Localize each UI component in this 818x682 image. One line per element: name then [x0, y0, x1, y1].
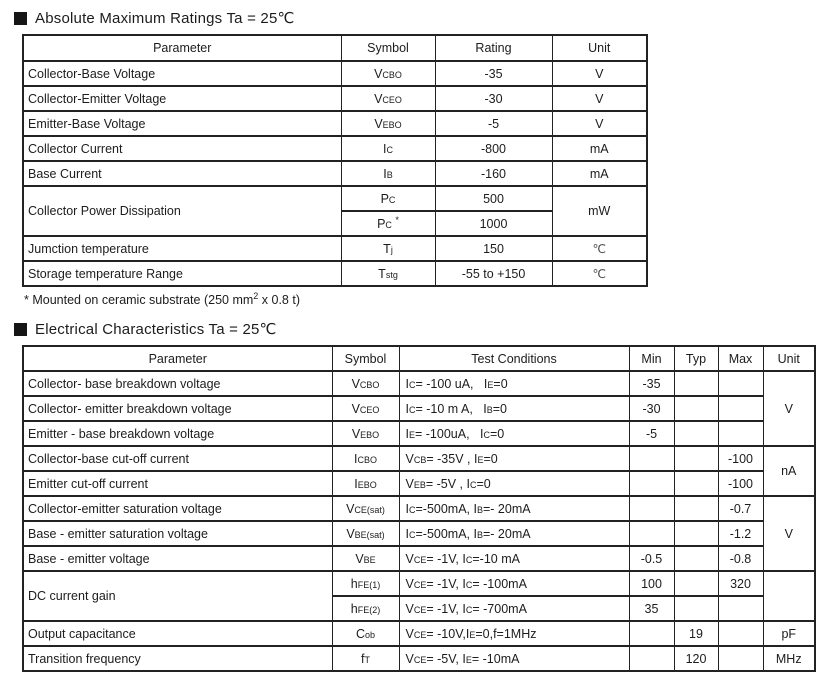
min-cell [629, 646, 674, 671]
typ-cell [674, 446, 718, 471]
electrical-characteristics-table [22, 345, 816, 672]
unit-cell: mA [552, 161, 647, 186]
param-cell: Emitter-Base Voltage [23, 111, 341, 136]
param-cell: Collector Current [23, 136, 341, 161]
typ-cell [674, 471, 718, 496]
section-title-electrical-characteristics [14, 320, 818, 338]
min-cell: 35 [629, 596, 674, 621]
param-cell: Emitter cut-off current [23, 471, 332, 496]
table-row [23, 496, 815, 521]
section-title-absolute-maximum-ratings [14, 9, 818, 27]
rating-cell: -160 [435, 161, 552, 186]
max-cell: -100 [718, 446, 763, 471]
max-cell: 320 [718, 571, 763, 596]
unit-cell: V [552, 61, 647, 86]
symbol-cell: PC * [341, 211, 435, 236]
symbol-cell: VEBO [341, 111, 435, 136]
rating-cell: 1000 [435, 211, 552, 236]
symbol-cell: Tj [341, 236, 435, 261]
header-symbol: Symbol [341, 35, 435, 61]
typ-cell [674, 396, 718, 421]
unit-cell: V [763, 371, 815, 446]
param-cell: Jumction temperature [23, 236, 341, 261]
min-cell: -0.5 [629, 546, 674, 571]
min-cell: 100 [629, 571, 674, 596]
unit-cell: ℃ [552, 261, 647, 286]
symbol-cell: PC [341, 186, 435, 211]
test-conditions-cell: VCE= -1V, IC= -700mA [399, 596, 629, 621]
test-conditions-cell: IC=-500mA, IB=- 20mA [399, 521, 629, 546]
rating-cell: -35 [435, 61, 552, 86]
header-unit: Unit [763, 346, 815, 371]
param-cell: Base - emitter saturation voltage [23, 521, 332, 546]
table-row [23, 471, 815, 496]
max-cell: -100 [718, 471, 763, 496]
test-conditions-cell: VEB= -5V , IC=0 [399, 471, 629, 496]
symbol-cell: VCEO [341, 86, 435, 111]
header-parameter: Parameter [23, 346, 332, 371]
min-cell [629, 471, 674, 496]
max-cell [718, 596, 763, 621]
unit-cell: pF [763, 621, 815, 646]
unit-cell: nA [763, 446, 815, 496]
typ-cell [674, 421, 718, 446]
param-cell: Base Current [23, 161, 341, 186]
test-conditions-cell: IC= -10 m A, IB=0 [399, 396, 629, 421]
max-cell [718, 371, 763, 396]
unit-cell: V [552, 86, 647, 111]
test-conditions-cell: VCB= -35V , IE=0 [399, 446, 629, 471]
header-typ: Typ [674, 346, 718, 371]
test-conditions-cell: IE= -100uA, IC=0 [399, 421, 629, 446]
symbol-cell: IB [341, 161, 435, 186]
unit-cell: mW [552, 186, 647, 236]
table-row [23, 621, 815, 646]
section-title-text: Absolute Maximum Ratings Ta = 25℃ [35, 10, 295, 27]
ceramic-substrate-footnote: * Mounted on ceramic substrate (250 $mm^2$ x 0.8 t) [24, 291, 300, 308]
rating-cell: -800 [435, 136, 552, 161]
symbol-cell: VEBO [332, 421, 399, 446]
table-row [23, 111, 647, 136]
black-square-bullet-icon [14, 12, 27, 25]
symbol-cell: VCE(sat) [332, 496, 399, 521]
symbol-cell: ICBO [332, 446, 399, 471]
header-min: Min [629, 346, 674, 371]
rating-cell: -5 [435, 111, 552, 136]
min-cell: -5 [629, 421, 674, 446]
unit-cell: V [763, 496, 815, 571]
min-cell [629, 446, 674, 471]
symbol-cell: VCEO [332, 396, 399, 421]
min-cell [629, 496, 674, 521]
param-cell: DC current gain [23, 571, 332, 621]
param-cell: Transition frequency [23, 646, 332, 671]
typ-cell [674, 546, 718, 571]
table-row [23, 61, 647, 86]
symbol-cell: VBE(sat) [332, 521, 399, 546]
param-cell: Collector-Base Voltage [23, 61, 341, 86]
unit-cell [763, 571, 815, 621]
header-parameter: Parameter [23, 35, 341, 61]
unit-cell: MHz [763, 646, 815, 671]
table-row [23, 446, 815, 471]
rating-cell: -55 to +150 [435, 261, 552, 286]
symbol-cell: Tstg [341, 261, 435, 286]
symbol-cell: IEBO [332, 471, 399, 496]
min-cell: -35 [629, 371, 674, 396]
rating-cell: 150 [435, 236, 552, 261]
max-cell [718, 421, 763, 446]
table-row [23, 646, 815, 671]
typ-cell [674, 596, 718, 621]
table-row [23, 396, 815, 421]
table-row [23, 371, 815, 396]
symbol-cell: fT [332, 646, 399, 671]
param-cell: Collector-base cut-off current [23, 446, 332, 471]
param-cell: Collector Power Dissipation [23, 186, 341, 236]
typ-cell [674, 521, 718, 546]
max-cell: -1.2 [718, 521, 763, 546]
table-row [23, 136, 647, 161]
table-row [23, 86, 647, 111]
param-cell: Collector-Emitter Voltage [23, 86, 341, 111]
symbol-cell: hFE(1) [332, 571, 399, 596]
table-row [23, 546, 815, 571]
rating-cell: -30 [435, 86, 552, 111]
test-conditions-cell: VCE= -5V, IE= -10mA [399, 646, 629, 671]
header-max: Max [718, 346, 763, 371]
table-row [23, 571, 815, 596]
table-row [23, 186, 647, 211]
symbol-cell: VCBO [332, 371, 399, 396]
table-row [23, 521, 815, 546]
symbol-cell: VBE [332, 546, 399, 571]
typ-cell [674, 371, 718, 396]
max-cell: -0.8 [718, 546, 763, 571]
table-header-row [23, 346, 815, 371]
unit-cell: ℃ [552, 236, 647, 261]
table-row [23, 161, 647, 186]
max-cell: -0.7 [718, 496, 763, 521]
absolute-maximum-ratings-table [22, 34, 648, 287]
typ-cell: 19 [674, 621, 718, 646]
param-cell: Collector- emitter breakdown voltage [23, 396, 332, 421]
symbol-cell: VCBO [341, 61, 435, 86]
header-test-conditions: Test Conditions [399, 346, 629, 371]
max-cell [718, 621, 763, 646]
table-row [23, 421, 815, 446]
symbol-cell: Cob [332, 621, 399, 646]
typ-cell: 120 [674, 646, 718, 671]
section-title-text: Electrical Characteristics Ta = 25℃ [35, 321, 277, 339]
min-cell [629, 521, 674, 546]
param-cell: Collector-emitter saturation voltage [23, 496, 332, 521]
test-conditions-cell: VCE= -1V, IC=-10 mA [399, 546, 629, 571]
max-cell [718, 646, 763, 671]
typ-cell [674, 571, 718, 596]
param-cell: Collector- base breakdown voltage [23, 371, 332, 396]
param-cell: Storage temperature Range [23, 261, 341, 286]
test-conditions-cell: VCE= -1V, IC= -100mA [399, 571, 629, 596]
black-square-bullet-icon [14, 323, 27, 336]
header-symbol: Symbol [332, 346, 399, 371]
typ-cell [674, 496, 718, 521]
table-row [23, 236, 647, 261]
table-header-row [23, 35, 647, 61]
test-conditions-cell: IC= -100 uA, IE=0 [399, 371, 629, 396]
table-row [23, 261, 647, 286]
max-cell [718, 396, 763, 421]
header-unit: Unit [552, 35, 647, 61]
min-cell: -30 [629, 396, 674, 421]
rating-cell: 500 [435, 186, 552, 211]
unit-cell: V [552, 111, 647, 136]
header-rating: Rating [435, 35, 552, 61]
test-conditions-cell: VCE= -10V,IE=0,f=1MHz [399, 621, 629, 646]
param-cell: Output capacitance [23, 621, 332, 646]
unit-cell: mA [552, 136, 647, 161]
symbol-cell: hFE(2) [332, 596, 399, 621]
param-cell: Base - emitter voltage [23, 546, 332, 571]
param-cell: Emitter - base breakdown voltage [23, 421, 332, 446]
min-cell [629, 621, 674, 646]
symbol-cell: IC [341, 136, 435, 161]
test-conditions-cell: IC=-500mA, IB=- 20mA [399, 496, 629, 521]
